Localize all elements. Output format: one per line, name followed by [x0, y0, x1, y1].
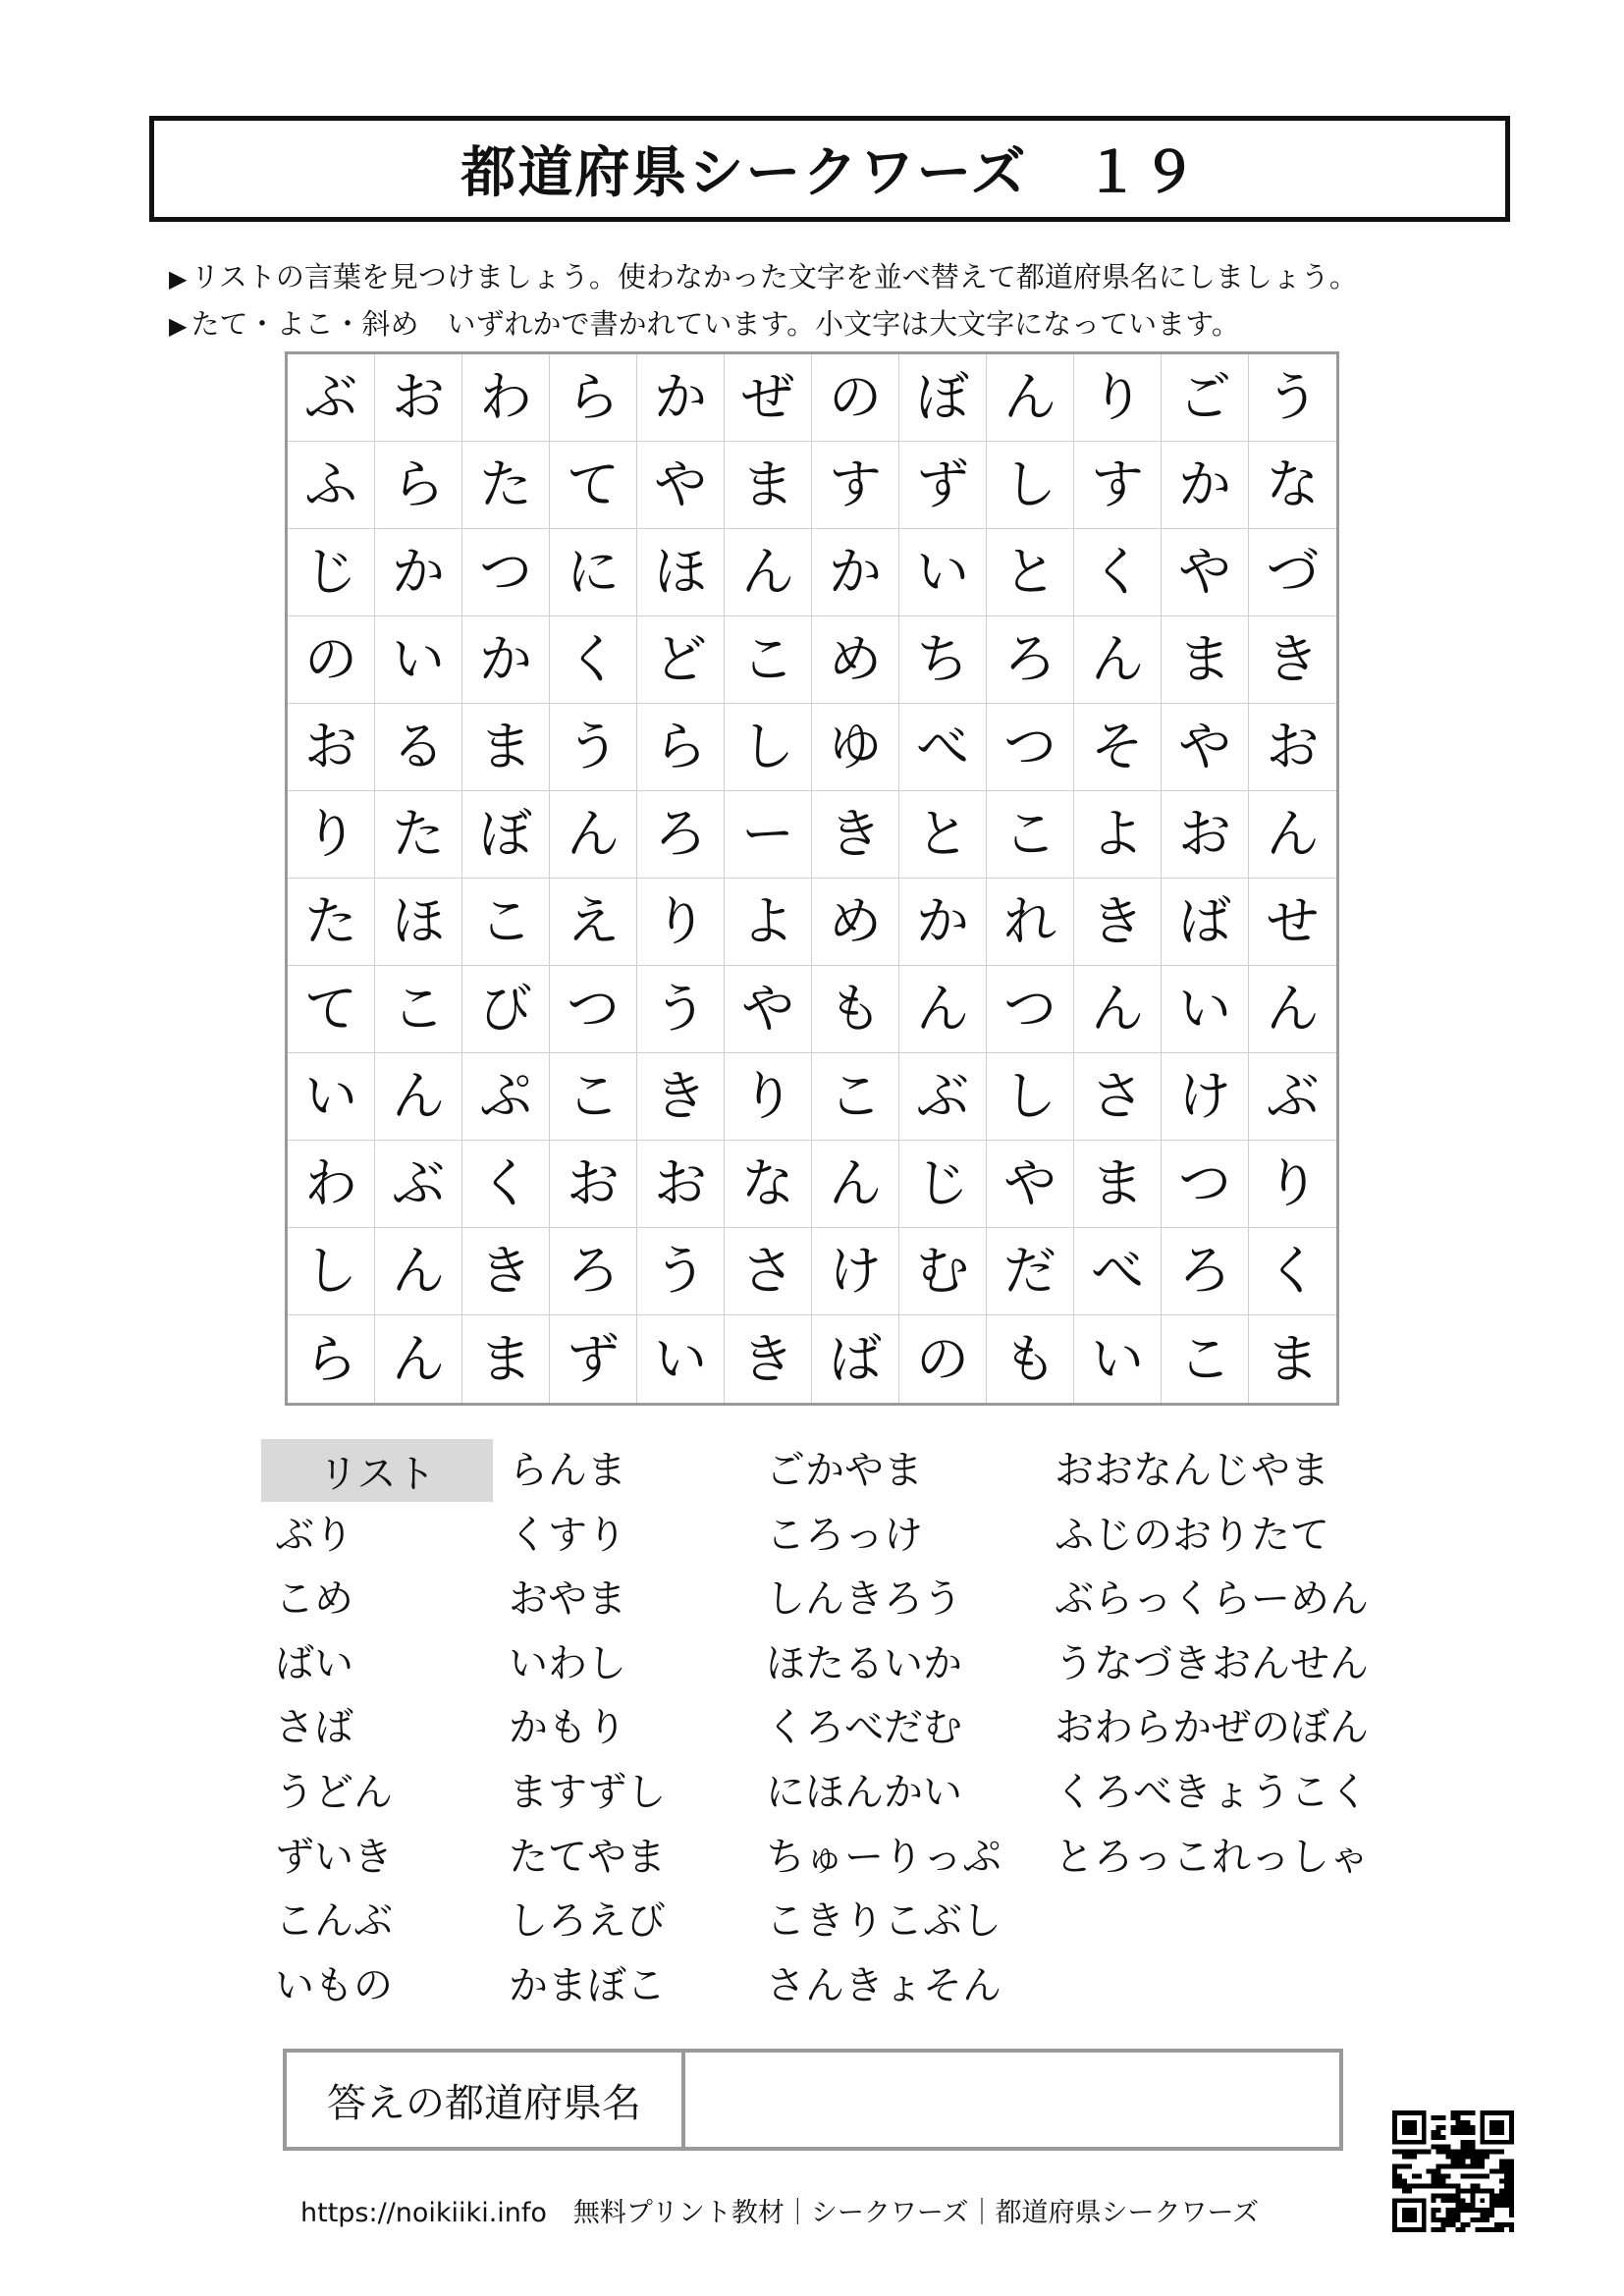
grid-cell[interactable]: じ [288, 529, 375, 616]
instruction-text: リストの言葉を見つけましょう。使わなかった文字を並べ替えて都道府県名にしましょう。 [190, 260, 1358, 294]
grid-cell[interactable]: し [725, 704, 812, 791]
list-word: さんきょそん [766, 1962, 1001, 2008]
grid-cell[interactable]: る [375, 704, 462, 791]
grid-cell[interactable]: り [725, 1053, 812, 1141]
list-word: うどん [275, 1769, 393, 1815]
grid-cell[interactable]: ま [462, 1315, 550, 1403]
grid-cell[interactable]: ぼ [462, 791, 550, 879]
grid-cell[interactable]: こ [725, 616, 812, 704]
grid-cell[interactable]: ぼ [899, 354, 987, 442]
grid-cell[interactable]: ず [550, 1315, 637, 1403]
grid-cell[interactable]: や [987, 1141, 1074, 1228]
grid-cell[interactable]: ほ [375, 879, 462, 966]
grid-cell[interactable]: く [550, 616, 637, 704]
grid-cell[interactable]: べ [1074, 1228, 1162, 1315]
grid-cell[interactable]: つ [1162, 1141, 1249, 1228]
grid-cell[interactable]: こ [987, 791, 1074, 879]
list-word: ころっけ [766, 1512, 923, 1558]
grid-cell[interactable]: や [725, 966, 812, 1053]
grid-cell[interactable]: ば [1162, 879, 1249, 966]
grid-cell[interactable]: ま [725, 442, 812, 529]
grid-cell[interactable]: ま [1162, 616, 1249, 704]
grid-cell[interactable]: こ [550, 1053, 637, 1141]
grid-cell[interactable]: も [812, 966, 899, 1053]
grid-cell[interactable]: す [1074, 442, 1162, 529]
grid-cell[interactable]: い [899, 529, 987, 616]
list-word: ばい [275, 1640, 353, 1686]
answer-box [283, 2049, 1343, 2151]
grid-cell[interactable]: き [725, 1315, 812, 1403]
grid-cell[interactable]: ら [550, 354, 637, 442]
grid-cell[interactable]: さ [1074, 1053, 1162, 1141]
grid-cell[interactable]: そ [1074, 704, 1162, 791]
grid-cell[interactable]: む [899, 1228, 987, 1315]
grid-cell[interactable]: お [375, 354, 462, 442]
grid-cell[interactable]: ま [462, 704, 550, 791]
grid-cell[interactable]: い [1074, 1315, 1162, 1403]
grid-cell[interactable]: ん [1074, 616, 1162, 704]
grid-cell[interactable]: き [1074, 879, 1162, 966]
list-word: しろえび [509, 1898, 666, 1945]
grid-cell[interactable]: や [1162, 704, 1249, 791]
list-word: こきりこぶし [766, 1898, 1001, 1945]
grid-cell[interactable]: し [288, 1228, 375, 1315]
word-search-grid [285, 351, 1339, 1406]
grid-cell[interactable]: ぜ [725, 354, 812, 442]
grid-cell[interactable]: ぶ [288, 354, 375, 442]
grid-cell[interactable]: て [550, 442, 637, 529]
grid-cell[interactable]: た [462, 442, 550, 529]
grid-cell[interactable]: さ [725, 1228, 812, 1315]
grid-cell[interactable]: せ [1249, 879, 1336, 966]
list-word: たてやま [509, 1834, 666, 1880]
word-list-column-1 [275, 1504, 393, 2019]
grid-cell[interactable]: け [812, 1228, 899, 1315]
grid-cell[interactable]: う [1249, 354, 1336, 442]
list-word: いわし [509, 1640, 626, 1686]
grid-cell[interactable]: こ [375, 966, 462, 1053]
footer-text: https://noikiiki.info 無料プリント教材｜シークワーズ｜都道府県シークワーズ [300, 2198, 1260, 2228]
grid-cell[interactable]: う [550, 704, 637, 791]
grid-cell[interactable]: ん [899, 966, 987, 1053]
list-word: こんぶ [275, 1898, 393, 1945]
word-list-column-2 [509, 1439, 666, 2018]
grid-cell[interactable]: と [987, 529, 1074, 616]
grid-cell[interactable]: め [812, 879, 899, 966]
triangle-marker-icon: ▶ [169, 312, 188, 340]
grid-cell[interactable]: た [288, 879, 375, 966]
grid-cell[interactable]: ら [288, 1315, 375, 1403]
instruction-1 [169, 255, 1358, 295]
grid-cell[interactable]: け [1162, 1053, 1249, 1141]
grid-cell[interactable]: ろ [1162, 1228, 1249, 1315]
grid-cell[interactable]: こ [812, 1053, 899, 1141]
list-word: かもり [509, 1705, 626, 1751]
grid-cell[interactable]: の [899, 1315, 987, 1403]
grid-cell[interactable]: ろ [987, 616, 1074, 704]
grid-cell[interactable]: く [462, 1141, 550, 1228]
list-header: リスト [261, 1439, 493, 1502]
instruction-text: たて・よこ・斜め いずれかで書かれています。小文字は大文字になっています。 [190, 307, 1240, 341]
grid-cell[interactable]: か [899, 879, 987, 966]
list-word: かまぼこ [509, 1962, 666, 2008]
grid-cell[interactable]: ぶ [375, 1141, 462, 1228]
grid-cell[interactable]: び [462, 966, 550, 1053]
grid-cell[interactable]: か [637, 354, 725, 442]
grid-cell[interactable]: ま [1266, 1327, 1320, 1390]
list-word: ますずし [509, 1769, 667, 1815]
grid-cell[interactable]: え [550, 879, 637, 966]
grid-cell[interactable]: お [550, 1141, 637, 1228]
grid-cell[interactable]: つ [550, 966, 637, 1053]
grid-cell[interactable]: か [812, 529, 899, 616]
grid-cell[interactable]: ふ [288, 442, 375, 529]
grid-cell[interactable]: ゆ [812, 704, 899, 791]
grid-cell[interactable]: つ [987, 966, 1074, 1053]
grid-cell[interactable]: わ [288, 1141, 375, 1228]
grid-cell[interactable]: ろ [550, 1228, 637, 1315]
grid-cell[interactable]: よ [1074, 791, 1162, 879]
grid-cell[interactable]: ん [1249, 791, 1336, 879]
grid-cell[interactable]: す [812, 442, 899, 529]
answer-field[interactable] [685, 2053, 1339, 2147]
grid-cell[interactable]: ぶ [899, 1053, 987, 1141]
title-box [149, 116, 1510, 222]
grid-cell[interactable]: お [1249, 704, 1336, 791]
grid-cell[interactable]: し [987, 1053, 1074, 1141]
grid-cell[interactable]: ず [899, 442, 987, 529]
grid-cell[interactable]: き [462, 1228, 550, 1315]
grid-cell[interactable]: い [288, 1053, 375, 1141]
grid-cell[interactable]: た [375, 791, 462, 879]
grid-cell[interactable]: か [462, 616, 550, 704]
list-word: いもの [275, 1962, 393, 2008]
grid-cell[interactable]: だ [987, 1228, 1074, 1315]
grid-cell[interactable]: と [899, 791, 987, 879]
grid-cell[interactable]: ご [1162, 354, 1249, 442]
grid-cell[interactable]: お [1162, 791, 1249, 879]
grid-cell[interactable]: の [288, 616, 375, 704]
word-list-column-4 [1055, 1439, 1369, 1890]
grid-cell[interactable]: に [550, 529, 637, 616]
grid-cell[interactable]: れ [987, 879, 1074, 966]
grid-cell[interactable]: ら [637, 704, 725, 791]
grid-cell[interactable]: り [288, 791, 375, 879]
grid-cell[interactable]: こ [462, 879, 550, 966]
instruction-2 [169, 302, 1240, 343]
grid-cell[interactable]: い [1162, 966, 1249, 1053]
grid-cell[interactable]: も [987, 1315, 1074, 1403]
grid-cell[interactable]: ん [375, 1315, 462, 1403]
grid-cell[interactable]: ん [550, 791, 637, 879]
list-word: ふじのおりたて [1055, 1512, 1329, 1558]
grid-cell[interactable]: い [375, 616, 462, 704]
list-word: くろべきょうこく [1055, 1769, 1369, 1815]
list-word: ぶり [275, 1512, 353, 1558]
grid-cell[interactable]: う [637, 1228, 725, 1315]
grid-cell[interactable]: づ [1249, 529, 1336, 616]
grid-cell[interactable]: く [1074, 529, 1162, 616]
grid-cell[interactable]: な [1249, 442, 1336, 529]
grid-cell[interactable]: お [288, 704, 375, 791]
grid-cell[interactable]: き [812, 791, 899, 879]
page-title: 都道府県シークワーズ １９ [460, 141, 1199, 205]
grid-cell[interactable]: う [637, 966, 725, 1053]
grid-cell[interactable]: ち [899, 616, 987, 704]
grid-cell[interactable]: べ [899, 704, 987, 791]
grid-cell[interactable]: ん [1249, 966, 1336, 1053]
grid-cell[interactable]: お [637, 1141, 725, 1228]
grid-cell[interactable]: い [637, 1315, 725, 1403]
triangle-marker-icon: ▶ [169, 265, 188, 293]
list-word: おおなんじやま [1055, 1448, 1329, 1493]
grid-cell[interactable]: ば [812, 1315, 899, 1403]
grid-cell[interactable]: か [375, 529, 462, 616]
grid-cell[interactable]: ー [725, 791, 812, 879]
grid-cell[interactable]: わ [462, 354, 550, 442]
list-word: ぶらっくらーめん [1055, 1576, 1369, 1623]
grid-cell[interactable]: て [288, 966, 375, 1053]
grid-cell[interactable]: ん [375, 1228, 462, 1315]
grid-cell[interactable]: じ [899, 1141, 987, 1228]
grid-cell[interactable]: つ [987, 704, 1074, 791]
list-word: うなづきおんせん [1055, 1640, 1369, 1686]
grid-cell[interactable]: り [637, 879, 725, 966]
grid-cell[interactable]: よ [725, 879, 812, 966]
grid-cell[interactable]: ん [1074, 966, 1162, 1053]
list-word: ずいき [275, 1834, 393, 1880]
list-word: しんきろう [766, 1576, 962, 1623]
list-word: ごかやま [766, 1448, 923, 1493]
grid-cell[interactable]: ん [375, 1053, 462, 1141]
grid-cell[interactable]: ま [1074, 1141, 1162, 1228]
list-word: らんま [509, 1448, 626, 1493]
grid-cell[interactable]: く [1249, 1228, 1336, 1315]
grid-cell[interactable]: つ [462, 529, 550, 616]
grid-cell[interactable]: き [1249, 616, 1336, 704]
qr-code-icon [1392, 2110, 1514, 2232]
grid-cell[interactable]: ん [987, 354, 1074, 442]
grid-cell[interactable]: や [637, 442, 725, 529]
grid-cell[interactable]: ぷ [462, 1053, 550, 1141]
list-word: おわらかぜのぼん [1055, 1705, 1369, 1751]
list-word: さば [275, 1705, 353, 1751]
grid-cell[interactable]: な [725, 1141, 812, 1228]
list-word: ほたるいか [766, 1640, 962, 1686]
grid-cell[interactable]: き [637, 1053, 725, 1141]
list-word: こめ [275, 1576, 353, 1623]
word-list-column-3 [766, 1439, 1001, 2018]
list-word: おやま [509, 1576, 626, 1623]
grid-cell[interactable]: め [812, 616, 899, 704]
list-word: ちゅーりっぷ [766, 1834, 1001, 1880]
grid-cell[interactable]: ほ [637, 529, 725, 616]
grid-cell[interactable]: こ [1162, 1315, 1249, 1403]
grid-cell[interactable]: り [1249, 1141, 1336, 1228]
list-word: にほんかい [766, 1769, 962, 1815]
grid-cell[interactable]: ん [725, 529, 812, 616]
list-word: くろべだむ [766, 1705, 962, 1751]
grid-cell[interactable]: ど [637, 616, 725, 704]
grid-cell[interactable]: り [1074, 354, 1162, 442]
grid-cell[interactable]: や [1162, 529, 1249, 616]
list-word: くすり [509, 1512, 626, 1558]
grid-cell[interactable]: し [987, 442, 1074, 529]
grid-cell[interactable]: の [812, 354, 899, 442]
grid-cell[interactable]: ろ [637, 791, 725, 879]
list-word: とろっこれっしゃ [1055, 1834, 1369, 1880]
grid-cell[interactable]: ん [812, 1141, 899, 1228]
answer-label: 答えの都道府県名 [287, 2053, 685, 2147]
grid-cell[interactable]: か [1162, 442, 1249, 529]
grid-cell[interactable]: ら [375, 442, 462, 529]
grid-cell[interactable]: ぶ [1249, 1053, 1336, 1141]
